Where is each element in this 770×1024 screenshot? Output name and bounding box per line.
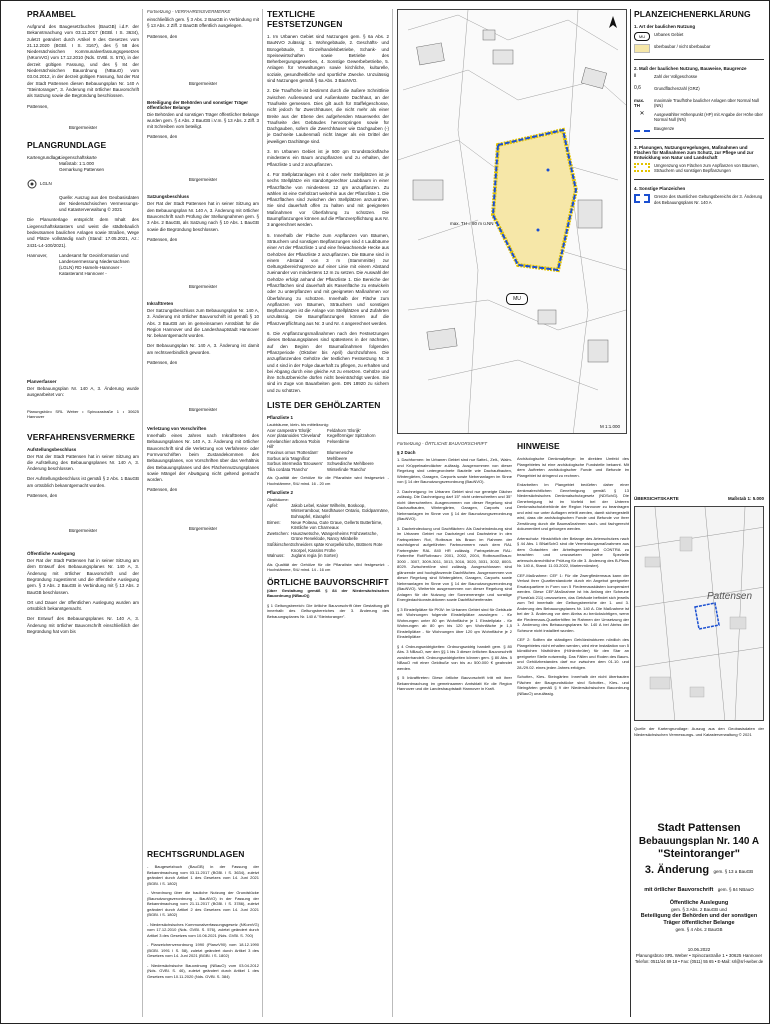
hinweise-heading: HINWEISE [517, 441, 560, 451]
plan-drawing [397, 9, 627, 434]
list-item: Acer platanoides 'Cleveland' Kegelförmiger Spitzahorn [267, 433, 376, 439]
pflanzliste-2 [267, 503, 389, 559]
rgl-item: - Baugesetzbuch (BauGB) in der Fassung der Bekanntmachung vom 03.11.2017 (BGBl. I S. 3634), zuletzt geändert durch Artikel 1 des Gesetzes vom 14. Juni 2021 (BGBl. I S. 1802) [147, 864, 259, 886]
legend-section: 2. Maß der baulichen Nutzung, Bauweise, Baugrenze [634, 66, 747, 71]
rgl-item: - Verordnung über die bauliche Nutzung der Grundstücke (Baunutzungsverordnung - BauNVO) in der Fassung der Bekanntmachung vom 21.11.2017 (BGBl. I S. 3786), zuletzt geändert durch Artikel 2 des Gesetzes vom 14. Juni 2021 (BGBl. I S. 1802) [147, 890, 259, 917]
pflanzliste-2-sub: Obstbäume: [267, 497, 289, 503]
tree-mark [547, 169, 550, 172]
beteiligung-text: Die Behörden und sonstigen Träger öffentlicher Belange wurden gem. § 4 Abs. 2 BauGB i.V.m. § 13 Abs. 2 Ziff. 3 mit Schreiben vom beteiligt. [147, 111, 259, 130]
list-item: Walnuss: Juglans regia (in Sorten) [267, 553, 338, 559]
obv-label: mit örtlicher Bauvorschrift [644, 887, 714, 893]
obv-paragraph-1: § 1 Geltungsbereich: Die örtliche Bauvorschrift über Gestaltung gilt innerhalb des Geltungsbereiches der 3. Änderung des Bebauungsplanes Nr. 140 A "Steintoranger". [267, 602, 389, 619]
hinweis-item: CEF 2: Sollten die ständigen Gehölzstrukturen nördlich des Plangebietes nicht erhalten werden, wird eine Installation von 5 künstlichen Nisthöhlen (Höhlenbrüter) für den Star an geeigneter Stelle notwendig. Das Fällen und Roden des Baum- und Gehölzbestandes darf nur zwischen dem 01.10. und 28./29.02. eines jeden Jahres erfolgen. [517, 637, 629, 670]
list-item: Zwetschen: Hauszwetsche, Wangenheims Frühzwetsche, Grüne Reneklode, Nancy Mirabelle [267, 530, 378, 542]
change-number: 3. Änderung [644, 864, 710, 876]
obv-item: 2. Dachneigung: Im Urbanen Gebiet sind nur geneigte Dächer zulässig. Die Dachneigung darf 15° nicht unterschreiten und 35° nicht überschreiten. Ausgenommen von dieser Regelung sind Dachaufbauten, Wintergärten, Garagen, Carports und Nebenanlagen im Sinne von § 14 der Baunutzungsverordnung (BauNVO). [397, 488, 512, 521]
legend-section: 1. Art der baulichen Nutzung [634, 24, 696, 29]
column-hinweise [517, 441, 629, 700]
lgln-icon [27, 179, 37, 189]
legend-item: Ⅱ Zahl der Vollgeschosse [634, 73, 698, 79]
oeffentliche-auslegung-text-2: Ort und Dauer der öffentlichen Auslegung wurden am ortsüblich bekanntgemacht. [27, 599, 139, 612]
legend-section: 3. Planungen, Nutzungsregelungen, Maßnahmen und Flächen für Maßnahmen zum Schutz, zur Pflege und zur Entwicklung von Natur und Landschaft [634, 144, 754, 160]
plangrundlage-rows [27, 155, 139, 173]
mu-icon: MU [634, 32, 650, 41]
column-textliche-festsetzungen [267, 9, 389, 623]
obv-note: gem. § 84 NBauO [717, 887, 754, 892]
phase2-note: gem. § 4 Abs. 2 BauGB [675, 927, 723, 932]
legend-item: Grenze des räumlichen Geltungsbereichs der 3. Änderung des Bebauungsplans Nr. 140 A [634, 194, 764, 205]
overview-header: ÜBERSICHTSKARTE Maßstab 1: 5.000 [634, 496, 764, 501]
pg-row: Kartengrundlage: Liegenschaftskarte [27, 154, 97, 160]
legend-item: ✕ Ausgewählter Höhenpunkt (HP) mit Angabe der Höhe über Normal Null (NN) [639, 110, 763, 123]
title-block [634, 816, 764, 964]
rgl-item: - Niedersächsisches Kommunalverfassungsgesetz (NKomVG) vom 17.12.2010 (Nds. GVBl. S. 576), zuletzt geändert durch Artikel 3 des Gesetzes vom 10.06.2021 (Nds. GVBl. S. 700) [147, 921, 259, 938]
inkrafttreten-text-2: Der Bebauungsplan Nr. 140 A, 3. Änderung ist damit am rechtsverbindlich geworden. [147, 343, 259, 355]
rechtsgrundlagen [147, 849, 259, 983]
place-date: Pattensen, den [147, 487, 178, 493]
festsetzung-item: 2. Die Traufhöhe ist bestimmt durch die äußere Schnittlinie zwischen Außenwand und Außenkante Dachhaut, an der Traufseite gemessen. Dies gilt auch für Staffelgeschosse, nicht jedoch für Zwerchhäuser, die nicht mehr als einer Breite aus der Ebene des aufgehenden Mauerwerks der Traufseite des Gebäudes hervorspringen sowie für Dachgauben, sofern die Zwerchhäuser wie Dachgauben (-) je Dachseite Laubenmaß nicht länger als ein Drittel der jeweiligen Dachlänge sind. [267, 88, 389, 144]
pflanzliste-1 [267, 428, 389, 473]
office-contact: Telefon: 0511/44 69 18 • Fax: (0511) 55 65 • E-Mail: srl@srl-weber.de [634, 959, 764, 964]
list-item: Amelanchier arborea 'Robin Hill' Felsenbirne [267, 438, 350, 450]
inkrafttreten-text: Der Satzungsbeschluss zum Bebauungsplan Nr. 140 A, 3. Änderung mit örtlicher Bauvorschrift ist gemäß § 10 Abs. 3 BauGB am im gemeinsamen Amtsblatt für die Region Hannover und die Landeshauptstadt Hannover Nr. bekanntgemacht worden. [147, 307, 259, 339]
oertliche-bauvorschrift-sub: (über Gestaltung gemäß § 84 der Niedersächsischen Bauordnung (NBauO)) [267, 587, 389, 599]
oeffentliche-auslegung-heading: Öffentliche Auslegung [27, 551, 75, 557]
list-item: Acer campestre 'Elsrijk' Feldahorn 'Elsrijk' [267, 427, 361, 433]
plan-date: 10.06.2022 [687, 947, 711, 952]
phase2-label: Beteiligung der Behörden und der sonstigen Träger öffentlicher Belange [640, 913, 758, 926]
lgln-logo [27, 179, 139, 189]
obv-item: 1. Dachformen: Im Urbanen Gebiet sind nur Sattel-, Zelt-, Walm- und Krüppelwalmdächer zulässig. Ausgenommen von dieser Regelung sind untergeordnete Bauteile wie Dachaufbauten, Wintergärten, Garagen, Carports sowie Nebenanlagen im Sinne von § 14 der Baunutzungsverordnung (BauNVO). [397, 457, 512, 484]
baugrenze-icon [634, 126, 650, 132]
verfahrensvermerke-heading: VERFAHRENSVERMERKE [27, 431, 136, 442]
rgl-item: - Niedersächsische Bauordnung (NBauO) vom 03.04.2012 (Nds. GVBl. S. 46), zuletzt geändert durch Artikel 1 des Gesetzes vom 10.11.2020 (Nds. GVBl. S. 384) [147, 962, 259, 979]
pg-row: Gemarkung Pattensen [59, 166, 105, 172]
phase-note: gem. § 3 Abs. 2 BauGB und [671, 907, 727, 912]
planverfasser-text: Der Bebauungsplan Nr. 140 A, 3. Änderung wurde ausgearbeitet von: [27, 385, 139, 398]
overview-source: Quelle der Kartengrundlage: Auszug aus den Geobasisdaten der Niedersächsischen Vermessungs- und Katasterverwaltung © 2021 [634, 726, 764, 737]
list-item: Tilia cordata 'Rancho' Winterlinde 'Rancho' [267, 466, 367, 472]
scale-label: M 1:1.000 [599, 424, 620, 429]
pflanzliste-2-heading: Pflanzliste 2 [267, 490, 294, 496]
auslegung-continued: einschließlich gem. § 3 Abs. 2 BauGB in Verbindung mit § 13 Abs. 2 Ziff. 2 BauGB öffentlich ausgelegen. [147, 17, 259, 29]
oertliche-bauvorschrift-heading: ÖRTLICHE BAUVORSCHRIFT [267, 576, 389, 587]
hinweis-item: CEF-Maßnahme: CEF 1: Für die Zwergfledermaus kann der Verlust ihrer Quartierstandorte durch ein Angebot geeigneter Ersatzquartiere in Form von 5 Fledermauskästen kompensiert werden. Diese CEF-Maßnahme ist bis Anfang der Scheune (Flurstück 211) umzusetzen, das Gebäude befindet sich jeweils zum Teil innerhalb der Geltungsbereiche der 1. und 3. Änderung des Bebauungsplanes Nr. 140 A. Die Maßnahme ist bei der 3. Änderung vor dem Abriss zu berücksichtigen, wenn die Fledermaus-Quartierhilfen im Rahmen der Umsetzung der 1. Änderung des Bebauungsplanes Nr. 140 A bei Abriss der Scheune nicht installiert wurden. [517, 572, 629, 633]
quelle-text: Quelle: Auszug aus den Geobasisdaten der Niedersächsischen Vermessungs- und Katasterverwaltung © 2021 [59, 194, 139, 213]
place-date: Pattensen, den [147, 33, 178, 39]
boundary-icon [634, 194, 650, 203]
oeffentliche-auslegung-text-3: Der Entwurf des Bebauungsplanes Nr. 140 A, 3. Änderung mit örtlicher Bauvorschrift einschließlich der Begründung hat vom bis [27, 616, 139, 634]
pflanzliste-2-quality: Als Qualität der Gehölze für die Pflanzliste wird festgesetzt: - Hochstämme, StU mind. 14 - 16 cm [267, 561, 389, 573]
verletzung-heading: Verletzung von Vorschriften [147, 426, 207, 432]
overview-place: Pattensen [707, 591, 753, 602]
festsetzung-item: 6. Die Anpflanzungsmaßnahmen nach den Festsetzungen dieses Bebauungsplanes sind spätestens in der nächsten, auf den Beginn der Baumaßnahmen folgenden Pflanzperiode (Oktober bis April) durchzuführen. Die anzupflanzenden Gehölze der textlichen Festsetzung Nr. 3 und 4 sind in der Folge dauerhaft zu pflegen, zu erhalten und bei Abgang durch eine gleiche Art zu ersetzen. Gehölze und ihre Schutzbereiche dürfen nicht beeinträchtigt werden. Sie sind im Zuge von Bauarbeiten gem. DIN 18920 zu sichern und zu schützen. [267, 331, 389, 393]
festsetzung-item: 1. Im Urbanen Gebiet sind Nutzungen gem. § 6a Abs. 2 BauNVO zulässig: 1. Wohngebäude, 2. Geschäfts- und Bürogebäude, 3. Einzelhandelsbetriebe, Schank- und Speisewirtschaften sowie Betriebe des Beherbergungsgewerbes, 4. Sonstige Gewerbebetriebe, 5. Anlagen für Verwaltungen sowie kirchliche, kulturelle, soziale, gesundheitliche und sportliche Zwecke. Unzulässig sind Nutzungen gemäß § 6a Abs. 3 BauNVO. [267, 34, 389, 84]
legend-item: überbaubar / nicht überbaubar [634, 44, 764, 53]
anpflanz-icon [634, 163, 650, 172]
overview-svg [635, 507, 764, 721]
signature-mayor: Bürgermeister [188, 526, 218, 532]
oeffentliche-auslegung-text: Der Rat der Stadt Pattensen hat in seiner Sitzung am dem Entwurf des Bebauungsplanes Nr. 140 A, 3. Änderung mit örtlicher Bauvorschrift und der Begründung zugestimmt und die öffentliche Auslegung gem. § 3 Abs. 2 BauGB in Verbindung mit § 13 Abs. 2 BauGB beschlossen. [27, 558, 139, 595]
list-item: Fraxinus ornus 'Rotterdam' Blumenesche [267, 449, 354, 455]
column-verfahrensvermerke [147, 9, 259, 541]
tree-mark [537, 229, 540, 232]
hinweis-item: Erdarbeiten im Plangebiet bedürfen daher einer denkmalrechtlichen Genehmigung gemäß § 13 Niedersächsisches Denkmalschutzgesetz (NDSchG). Die Genehmigung ist im Vorfeld bei der Unteren Denkmalschutzbehörde der Region Hannover zu beantragen und wird nur unter Auflagen erteilt werden, damit sichergestellt wird, dass die archäologischen Funde und Befunde vor ihrer Zerstörung durch die Baumaßnahmen sach- und fachgerecht dokumentiert und geborgen werden. [517, 482, 629, 531]
plan-number: Bebauungsplan Nr. 140 A [638, 836, 760, 847]
place-date: Pattensen, den [147, 236, 178, 242]
aufstellung-heading: Aufstellungsbeschluss [27, 446, 77, 452]
signature-mayor: Bürgermeister [68, 124, 98, 130]
aufstellung-text-2: Der Aufstellungsbeschluss ist gemäß § 2 Abs. 1 BauGB am ortsüblich bekanntgemacht worden. [27, 476, 139, 488]
list-item: Sorbus aria 'Magnifica' Mehlbeere [267, 455, 348, 461]
rechtsgrundlagen-heading: RECHTSGRUNDLAGEN [147, 849, 245, 859]
festsetzung-item: 3. Im Urbanen Gebiet ist je 500 qm Grundstücksfläche mindestens ein Baum anzupflanzen und zu erhalten, der Pflanzliste 1 und 2 anzupflanzen. [267, 149, 389, 167]
hinweis-item: Archäologische Denkmalpflege: Im direkten Umfeld des Plangebietes ist eine archäologische Fundstelle bekannt. Mit dem Auftreten archäologischer Funde und Befunde im Plangebiet ist dringend zu rechnen. [517, 456, 629, 478]
legend-section: 4. Sonstige Planzeichen [634, 186, 686, 192]
overview-map [634, 506, 764, 721]
beteiligung-heading: Beteiligung der Behörden und sonstiger Träger öffentlicher Belange [147, 99, 249, 110]
inkrafttreten-heading: Inkrafttreten [147, 300, 174, 306]
planverfasser-name: Planungsbüro SRL Weber • Spinozastraße 1 • 30625 Hannover [27, 408, 139, 420]
place-date: Pattensen, den [147, 360, 178, 366]
column-oertliche-bauvorschrift [397, 441, 512, 696]
legend-item: Baugrenze [634, 126, 764, 132]
hinweis-item: Schotter-, Kies- Steingärten: Innerhalb der nicht überbauten Flächen der Baugrundstücke sind Schotter-, Kies- und Steingärten gemäß § 9 der Niedersächsischen Bauordnung (NBauO) unzulässig. [517, 674, 629, 696]
planverfasser-heading: Planverfasser [27, 378, 57, 384]
lgln-block: Hannover, Landesamt für Geoinformation und Landesvermessung Niedersachsen (LGLN) RD Hameln-Hannover - Katasteramt Hannover - [27, 252, 130, 276]
list-item: Süßkirschen: Schneiders späte Knorpelkirsche, Büttners Rote Knorpel, Kassins Frühe [267, 541, 383, 553]
rgl-item: - Planzeichenverordnung 1990 (PlanzV90) vom 18.12.1990 (BGBl. 1991 I S. 58), zuletzt geändert durch Artikel 3 des Gesetzes vom 14. Juni 2021 (BGBl. I S. 1802) [147, 942, 259, 958]
height-label: max. TH = 80 m ü.NN [450, 221, 494, 226]
office-name: Planungsbüro SRL Weber • Spinozastraße 1 • 30625 Hannover [635, 953, 763, 958]
mu-label: MU [506, 293, 528, 305]
plangrundlage-text: Die Planunterlage entspricht dem Inhalt des Liegenschaftskatasters und weist die städtebaulich bedeutsamen baulichen Anlagen sowie Straßen, Wege und Plätze vollständig nach (Stand: 17.05.2021, Az.: 2431-L4-100/2021). [27, 217, 139, 248]
pflanzliste-1-quality: Als Qualität der Gehölze für die Pflanzliste wird festgesetzt: - Hochstämme, StU mind. 16 - 20 cm [267, 475, 389, 486]
signature-mayor: Bürgermeister [68, 528, 98, 534]
festsetzung-item: 4. Für Stellplatzanlagen mit 4 oder mehr Stellplätzen ist je sechs Stellplätze ein standortgerechter Laubbaum in einer Pflanzfläche von mindestens 12 qm anzupflanzen. Zu wählen ist eine Gehölzart weiterhin aus der Pflanzliste 1. Die Pflanzflächen sind zwischen den Stellplätzen anzuordnen. Sie sind dauerhaft offen zu halten und mit geeigneten Maßnahmen vor Überfahrung zu schützen. Die Baumpflanzungen können auf die Pflanzverpflichtung aus Nr. 3 angerechnet werden. [267, 171, 389, 228]
list-item: Apfel: Jakob Lebel, Kaiser Wilhelm, Boskoop, Winterrambour, Nordhäuser Ontario, Goldparmäne, Bohnapfel, Klarapfel [267, 502, 389, 519]
pg-row: Maßstab: 1:1.000 [59, 160, 95, 166]
aufstellung-text: Der Rat der Stadt Pattensen hat in seiner Sitzung am die Aufstellung des Bebauungsplanes Nr. 140 A, 3. Änderung beschlossen. [27, 453, 139, 472]
list-item: Birnen: Neue Poiteau, Gute Graue, Gellerts Butterbirne, Köstliche von Charneaux [267, 519, 383, 531]
obv-dach-heading: § 2 Dach [397, 450, 416, 455]
lgln-label: LGLN [40, 181, 52, 187]
legend-heading: PLANZEICHENERKLÄRUNG [634, 9, 751, 19]
column-praeambel [27, 9, 139, 639]
praeambel-heading: PRÄAMBEL [27, 9, 76, 19]
plan-svg [398, 10, 627, 434]
legend-item: Umgrenzung von Flächen zum Anpflanzen von Bäumen, Sträuchern und sonstigen Bepflanzungen [634, 163, 764, 174]
city-name: Stadt Pattensen [657, 822, 741, 834]
satzung-heading: Satzungsbeschluss [147, 194, 190, 200]
legend-item: max. TH maximale Traufhöhe baulicher Anlagen über Normal Null (NN) [634, 98, 759, 109]
continuation-heading: Fortsetzung - VERFAHRENSVERMERKE [147, 9, 231, 14]
list-item: Sorbus intermedia 'Brouwers' Schwedische Mehlbeere [267, 461, 374, 467]
legend [634, 9, 764, 208]
praeambel-text: Aufgrund des Baugesetzbuches (BauGB) i.d.F. der Bekanntmachung vom 03.11.2017 (BGBl. I S. 3634), zuletzt geändert durch Artikel 9 des Gesetzes vom 21.12.2020 (BGBl. I S. 3167), des § 58 des Niedersächsischen Kommunalverfassungsgesetzes (NKomVG) vom 17.12.2010 (Nds. GVBl. S. 576), in der derzeit gültigen Fassung, und des § 84 der Niedersächsischen Bauordnung (NBauO) vom 03.04.2012, in der derzeit gültigen Fassung, hat der Rat der Stadt Pattensen diesen Bebauungsplan Nr. 140 A "Steintoranger", 3. Änderung mit örtlicher Bauvorschrift als Satzung sowie die Begründung beschlossen. [27, 24, 139, 99]
verletzung-text: Innerhalb eines Jahres nach Inkrafttreten des Bebauungsplanes Nr. 140 A, 3. Änderung mit örtlicher Bauvorschrift sind die Verletzung von Verfahrens- oder Formvorschriften beim Zustandekommen des Bebauungsplanes, von Vorschriften über das Verhältnis des Bebauungsplanes und des Flächennutzungsplanes sowie Mängel der Abwägung nicht geltend gemacht worden. [147, 433, 259, 483]
hinweis-item: Artenschutz: Hinsichtlich der Belange des Artenschutzes nach § 44 Abs. 1 BNatSchG sind die Vermeidungsmaßnahmen aus dem Gutachten der Arbeitsgemeinschaft CONTRA zu beachten und umzusetzen (siehe Spezielle artenschutzrechtliche Prüfung für die 3. Änderung des B-Plans Nr. 140 A, Stand: 11.03.2022, Marienmünster). [517, 535, 629, 568]
satzung-text: Der Rat der Stadt Pattensen hat in seiner Sitzung am den Bebauungsplan Nr. 140 A, 3. Änderung mit örtlicher Bauvorschrift nach Prüfung der Stellungnahmen gem. § 3 Abs. 2 BauGB, als Satzung nach § 10 Abs. 1 BauGB sowie die Begründung beschlossen. [147, 201, 259, 232]
place-date: Pattensen, den [27, 493, 58, 499]
place-date: Pattensen, den [147, 134, 178, 140]
obv-item: § 4 Ordnungswidrigkeiten: Ordnungswidrig handelt gem. § 80 Abs. 3 NBauO, wer den §§ 1 bis 3 dieser örtlichen Bauvorschrift zuwiderhandelt. Ordnungswidrigkeiten können gem. § 80 Abs. 5 NBauO mit einer Geldbuße von bis zu 500.000 € geahndet werden. [397, 643, 512, 671]
plangrundlage-heading: PLANGRUNDLAGE [27, 139, 107, 150]
continuation-heading: Fortsetzung - ÖRTLICHE BAUVORSCHRIFT [397, 441, 488, 446]
obv-item: § 3 Einstellplätze für PKW: Im Urbanen Gebiet sind für Gebäude mit Wohnungen folgende Einstellplätze anzulegen: - für Wohnungen unter 80 qm Wohnfläche je 1 Einstellplatz - für Wohnungen ab 80 qm bis 120 qm Wohnfläche je 1,5 Einstellplätze - für Wohnungen über 120 qm Wohnfläche je 2 Einstellplätze [397, 606, 512, 639]
pflanzliste-1-heading: Pflanzliste 1 [267, 415, 294, 421]
obv-item: 3. Dacheindeckung und Dachflächen: Als Dacheindeckung sind im Urbanen Gebiet nur Dachziegel und Dachsteine in den Farbspektren Rot, Rotbraun bis Braun im Rahmen der nachfolgend aufgeführten Farbnummern nach dem RAL Farbregister RAL 840 HR zulässig. Farbspektrum RAL: Farbreihe Rot/Rotbraun: 2001, 2002, 2004, Rotbraun/Braun: 3000 - 3007, 3009-3011, 3013, 3016, 3020, 3031, 3032, 8003-8029. Zwischentöne sind zulässig. Ausgeschlossen sind glänzende und hochglänzende Dachflächen. Ausgenommen von dieser Regelung sind Wintergärten, Garagen, Carports sowie Nebenanlagen im Sinne von § 14 der Baunutzungsverordnung (BauNVO). Weiterhin ausgenommen von dieser Regelung sind Anlagen für die Nutzung der Sonnenenergie und sonstige Energiedachkonstruktionen sowie Dachflächenfenster. [397, 525, 512, 602]
obv-item: § 5 Inkrafttreten: Diese örtliche Bauvorschrift tritt mit ihrer Bekanntmachung im gemeinsamen Amtsblatt für die Region Hannover und die Landeshauptstadt Hannover in Kraft. [397, 675, 512, 691]
mu-fill-swatch [634, 44, 650, 53]
plan-name: "Steintoranger" [658, 848, 740, 860]
signature-mayor: Bürgermeister [188, 177, 218, 183]
place-date: Pattensen, [27, 103, 49, 109]
signature-mayor: Bürgermeister [188, 283, 218, 289]
signature-mayor: Bürgermeister [188, 407, 218, 413]
legend-item: 0,6 Grundflächenzahl (GRZ) [634, 85, 700, 91]
festsetzungen-heading: TEXTLICHE FESTSETZUNGEN [267, 9, 343, 29]
pflanzliste-1-sub: Laubbäume, klein- bis mittelkronig: [267, 422, 329, 428]
signature-mayor: Bürgermeister [188, 80, 218, 86]
gehoelzarten-heading: LISTE DER GEHÖLZARTEN [267, 400, 381, 411]
phase-label: Öffentliche Auslegung [669, 900, 729, 906]
change-note: gem. § 13 a BauGB [713, 869, 754, 874]
legend-item: MU Urbanes Gebiet [634, 32, 764, 41]
festsetzung-item: 5. Innerhalb der Fläche zum Anpflanzen von Bäumen, Sträuchern und sonstigen Bepflanzungen sind 4 Laubbäume einer Art der Pflanzliste 1 und eine freiwachsende Hecke aus Gehölzen der Pflanzliste 2 anzupflanzen. Die Bäume sind in einem Abstand von 3 m (Stammmitte) zur Geltungsbereichsgrenze auf einer Linie mit einem Abstand zueinander von mindestens 12 m zu setzen. Die Auswahl der Gehölze erfolgt anhand der Pflanzliste 1. Die Bereiche der Pflanzflächen sind dauerhaft als Rasenfläche zu entwickeln oder zu unterpflanzen und mit geeigneten Maßnahmen vor Überfahrung zu schützen. Innerhalb der Fläche zum Anpflanzen von Bäumen, Sträuchern und sonstigen Bepflanzungen ist die Anlage von Stellplätzen und Zufahrten unzulässig. Die Baumpflanzungen können auf die Pflanzverpflichtung aus Nr. 3 und Nr. 4 angerechnet werden. [267, 232, 389, 326]
